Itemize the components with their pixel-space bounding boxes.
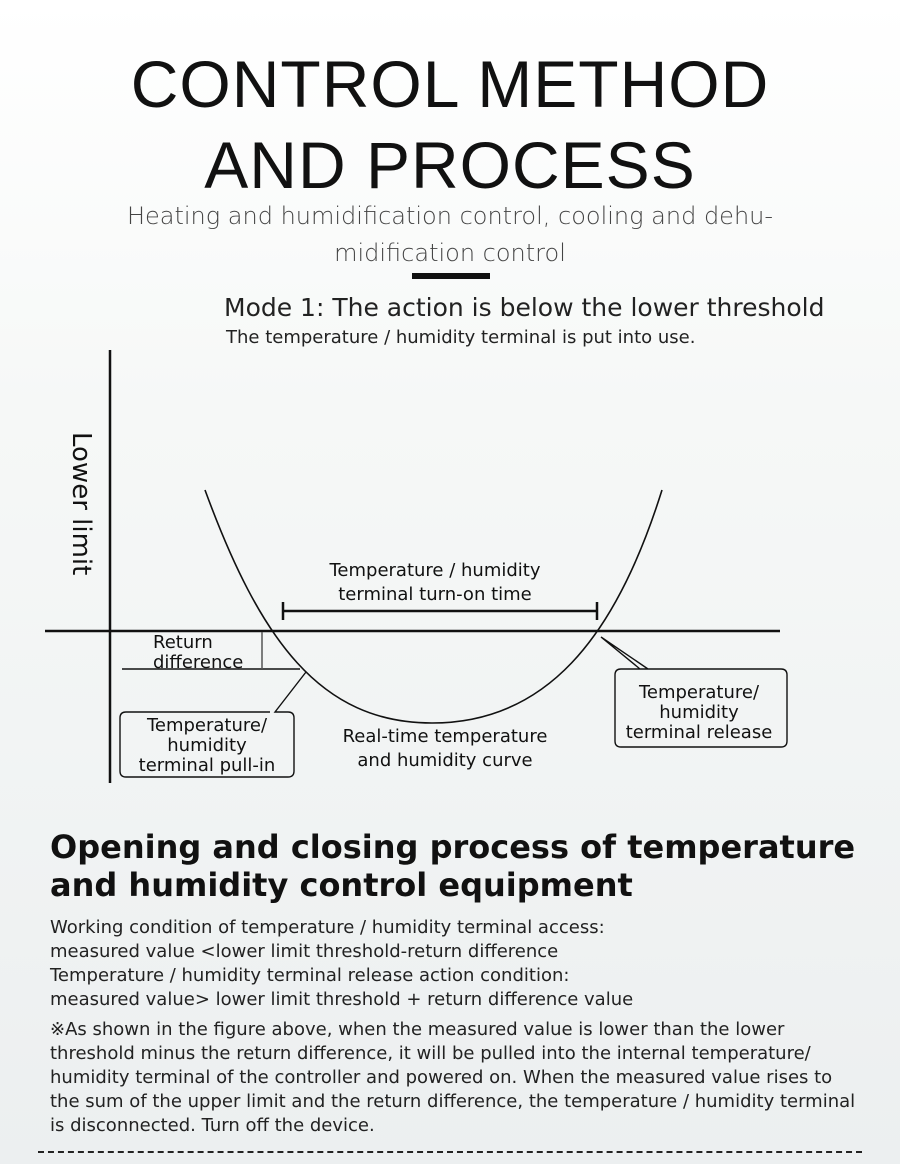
mode-title: Mode 1: The action is below the lower threshold: [224, 293, 825, 322]
turn-on-label-1: Temperature / humidity: [329, 560, 541, 581]
explanation-note: ※As shown in the figure above, when the measured value is lower than the lower threshold minus the return difference, it will be pulled into the internal temperature/ humidity terminal of the controller and powered on. When the measured value rises to the sum of the upper limit and the return difference, the temperature / humidity terminal is disconnected. Turn off the device.: [50, 1019, 856, 1136]
condition-lines: [50, 916, 870, 1012]
realtime-curve: [205, 490, 662, 723]
curve-label-1: Real-time temperature: [342, 726, 548, 747]
section-title: Opening and closing process of temperature and humidity control equipment: [50, 828, 856, 904]
pull-in-label-1: Temperature/: [146, 715, 268, 736]
curve-label-2: and humidity curve: [357, 750, 533, 771]
release-label-2: humidity: [659, 702, 739, 723]
title-line-2: AND PROCESS: [204, 128, 696, 202]
dashed-divider: [38, 1151, 862, 1153]
return-difference-label-2: difference: [153, 652, 244, 673]
return-difference-label-1: Return: [153, 632, 213, 653]
title-line-1: CONTROL METHOD: [130, 47, 770, 121]
condition-line: measured value <lower limit threshold-return difference: [50, 941, 559, 962]
mode-subtitle: The temperature / humidity terminal is put into use.: [226, 327, 696, 348]
y-axis-label: Lower limit: [66, 432, 96, 576]
condition-line: measured value> lower limit threshold + return difference value: [50, 989, 634, 1010]
title-divider: [412, 273, 490, 279]
control-diagram: [0, 340, 900, 790]
pull-in-label-3: terminal pull-in: [138, 755, 276, 776]
condition-line: Working condition of temperature / humidity terminal access:: [50, 917, 605, 938]
release-label-3: terminal release: [625, 722, 773, 743]
turn-on-label-2: terminal turn-on time: [338, 584, 532, 605]
condition-line: Temperature / humidity terminal release action condition:: [50, 965, 570, 986]
pull-in-label-2: humidity: [167, 735, 247, 756]
release-label-1: Temperature/: [638, 682, 760, 703]
subtitle: Heating and humidification control, cooling and dehu-midification control: [126, 202, 774, 267]
